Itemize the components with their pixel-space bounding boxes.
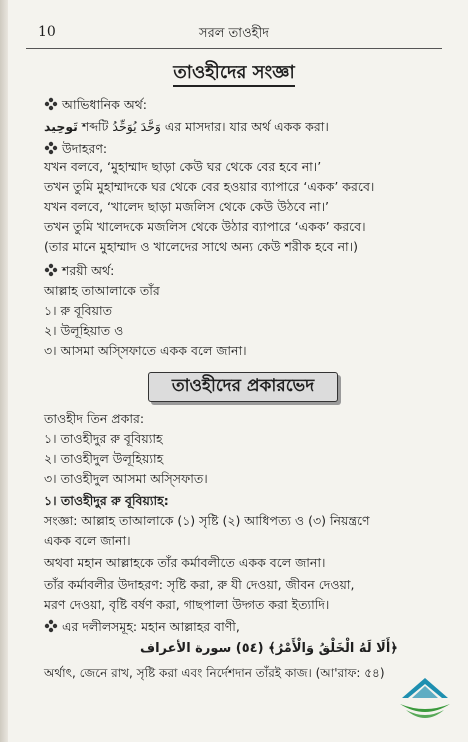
lexical-text-line	[44, 118, 444, 136]
flower-bullet-icon	[44, 141, 58, 155]
sharia-label: শরয়ী অর্থ:	[62, 263, 115, 278]
definition-line: একক বলে জানা।	[44, 533, 131, 548]
verse-translation: অর্থাৎ, জেনে রাখ, সৃষ্টি করা এবং নির্দেশদান তাঁরই কাজ। (আ'রাফ: ৫৪)	[44, 666, 385, 680]
example-label: উদাহরণ:	[62, 141, 108, 156]
section-heading-definition: তাওহীদের সংজ্ঞা	[0, 58, 468, 89]
definition-line: সংজ্ঞা: আল্লাহ তাআলাকে (১) সৃষ্টি (২) আধিপত্য ও (৩) নিয়ন্ত্রণে	[44, 513, 370, 528]
flower-bullet-icon	[44, 263, 58, 277]
sub-heading-rububiyyah: ১। তাওহীদুর রু বূবিয়্যাহ:	[44, 493, 169, 508]
example-label-line	[44, 140, 444, 158]
lexical-label-line	[44, 96, 444, 114]
lexical-text: শব্দটি وَحَّدَ يُوَحِّدُ এর মাসদার। যার অর্থ একক করা।	[81, 119, 329, 134]
type-item: ১। তাওহীদুর রু বূবিয়্যাহ	[44, 431, 163, 446]
lexical-label: আভিধানিক অর্থ:	[62, 97, 147, 112]
sharia-item: ১। রু বূবিয়াত	[44, 303, 112, 318]
running-title: সরল তাওহীদ	[198, 26, 270, 41]
evidence-label: এর দলীলসমূহ: মহান আল্লাহর বাণী,	[62, 619, 240, 634]
page-number: 10	[38, 24, 56, 40]
example-line: যখন বলবে, ‘মুহাম্মাদ ছাড়া কেউ ঘর থেকে বের হবে না।’	[44, 159, 322, 174]
lexical-arabic-word: تَوحِيد	[44, 119, 78, 134]
action-examples-line: তাঁর কর্মাবলীর উদাহরণ: সৃষ্টি করা, রু যী দেওয়া, জীবন দেওয়া,	[44, 577, 355, 592]
types-intro: তাওহীদ তিন প্রকার:	[44, 411, 145, 426]
sharia-item: ৩। আসমা অস্সিফাতে একক বলে জানা।	[44, 343, 247, 358]
example-line: যখন বলবে, ‘খালেদ ছাড়া মজলিস থেকে কেউ উঠবে না।’	[44, 199, 330, 214]
type-item: ২। তাওহীদুল উলূহিয়্যাহ	[44, 451, 164, 466]
type-item: ৩। তাওহীদুল আসমা অস্সিফাত।	[44, 471, 208, 486]
publisher-logo-icon	[394, 672, 456, 728]
quran-verse: ﴿أَلَا لَهُ الْخَلْقُ وَالْأَمْرُ﴾ (٥٤) سورة الأعراف	[140, 641, 398, 656]
page-edge	[0, 0, 8, 742]
example-line: তখন তুমি খালেদকে মজলিস থেকে উঠার ব্যাপারে ‘একক’ করবে।	[44, 219, 366, 234]
sharia-intro: আল্লাহ তাআলাকে তাঁর	[44, 283, 160, 298]
alternative-definition: অথবা মহান আল্লাহকে তাঁর কর্মাবলীতে একক বলে জানা।	[44, 555, 326, 570]
evidence-label-line	[44, 618, 444, 636]
action-examples-line: মরণ দেওয়া, বৃষ্টি বর্ষণ করা, গাছপালা উদ্গত করা ইত্যাদি।	[44, 597, 330, 612]
section-heading-types: তাওহীদের প্রকারভেদ	[148, 372, 338, 402]
flower-bullet-icon	[44, 97, 58, 111]
page-header	[26, 22, 442, 48]
flower-bullet-icon	[44, 619, 58, 633]
header-rule	[26, 48, 442, 49]
example-line: তখন তুমি মুহাম্মাদকে ঘর থেকে বের হওয়ার ব্যাপারে ‘একক’ করবে।	[44, 179, 375, 194]
sharia-label-line	[44, 262, 444, 280]
sharia-item: ২। উলূহিয়াত ও	[44, 323, 124, 338]
example-line: (তার মানে মুহাম্মাদ ও খালেদের সাথে অন্য কেউ শরীক হবে না।)	[44, 239, 359, 254]
